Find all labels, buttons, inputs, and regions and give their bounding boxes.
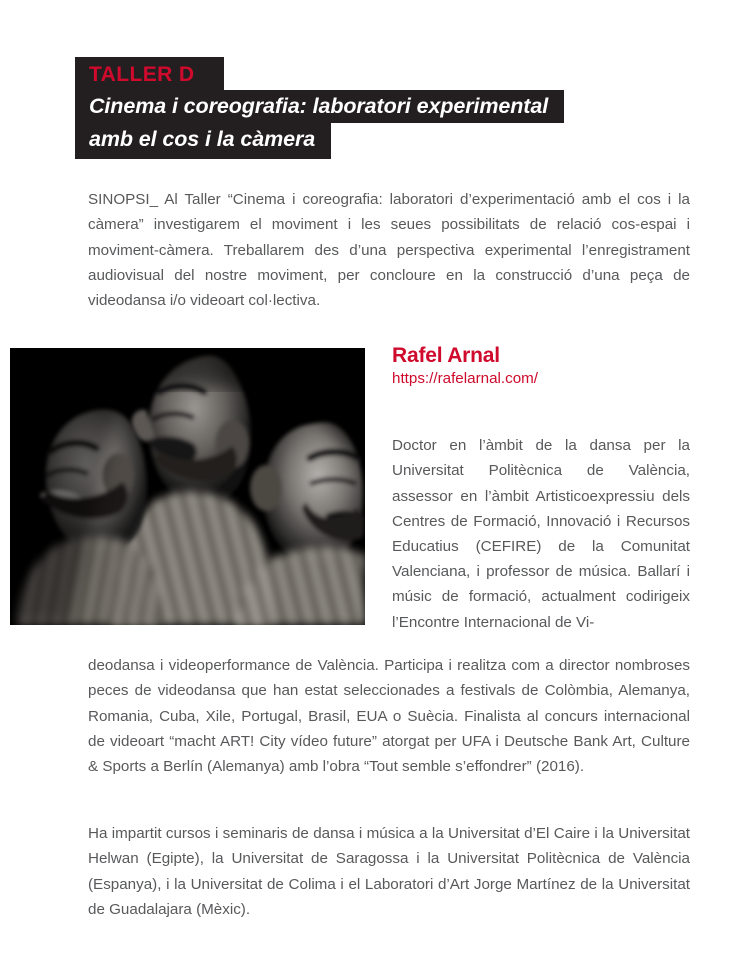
workshop-title-line-1: Cinema i coreografia: laboratori experimental	[75, 90, 564, 123]
person-name: Rafel Arnal	[392, 344, 500, 367]
bio-last-paragraph: Ha impartit cursos i seminaris de dansa i música a la Universitat d’El Caire i la Universitat Helwan (Egipte), la Universitat de Saragossa i la Universitat Politècnica de València (Espanya), i la Universitat de Colima i el Laboratori d’Art Jorge Martínez de la Universitat de Guadalajara (Mèxic).	[88, 825, 690, 918]
portrait-photo	[10, 348, 365, 625]
person-website-link[interactable]: https://rafelarnal.com/	[392, 370, 539, 387]
bio-column-paragraph: Doctor en l’àmbit de la dansa per la Universitat Politècnica de València, assessor en l’àmbit Artisticoexpressiu dels Centres de Formació, Innovació i Recursos Educatius (CEFIRE) de la Comunitat Valenciana, i professor de música. Ballarí i músic de formació, actualment codirigeix l’Encontre Internacional de Vi-	[392, 437, 690, 631]
portrait-photo-graphic	[10, 348, 365, 625]
synopsis-paragraph: SINOPSI_ Al Taller “Cinema i coreografia: laboratori d’experimentació amb el cos i la càmera” investigarem el moviment i les seues possibilitats de relació cos-espai i moviment-càmera. Treballarem des d’una perspectiva experimental l’enregistrament audiovisual del nostre moviment, per concloure en la construcció d’una peça de videodansa i/o videoart col·lectiva.	[88, 191, 690, 309]
bio-continuation-paragraph: deodansa i videoperformance de València. Participa i realitza com a director nombroses peces de videodansa que han estat seleccionades a festivals de Colòmbia, Alemanya, Romania, Cuba, Xile, Portugal, Brasil, EUA o Suècia. Finalista al concurs internacional de videoart “macht ART! City vídeo future” atorgat per UFA i Deutsche Bank Art, Culture & Sports a Berlín (Alemanya) amb l’obra “Tout semble s’effondrer” (2016).	[88, 657, 690, 775]
workshop-header	[0, 57, 730, 159]
workshop-label: TALLER D	[75, 57, 224, 90]
workshop-title-line-2: amb el cos i la càmera	[75, 123, 331, 159]
